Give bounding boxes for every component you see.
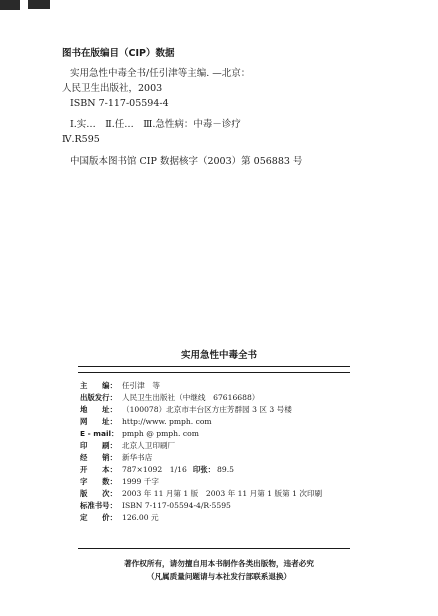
info-label: 印张：: [192, 465, 216, 474]
cip-line: ISBN 7-117-05594-4: [70, 98, 169, 109]
cip-line: 实用急性中毒全书/任引津等主编. —北京：: [70, 68, 251, 79]
cip-line: Ⅰ.实… Ⅱ.任… Ⅲ.急性病：中毒－诊疗: [70, 119, 241, 130]
info-value: http://www. pmph. com: [122, 417, 212, 426]
info-row-editor: [80, 380, 160, 391]
info-row-website: [80, 416, 212, 427]
copyright-notice: [0, 557, 438, 583]
info-row-price: [80, 512, 159, 523]
info-value: 89.5: [217, 465, 234, 474]
info-row-words: [80, 476, 159, 487]
return-policy-line: （凡属质量问题请与本社发行部联系退换）: [146, 572, 292, 581]
top-rule: [78, 366, 350, 367]
info-label: 地 址：: [80, 405, 117, 414]
copyright-line: 著作权所有，请勿擅自用本书制作各类出版物，违者必究: [124, 559, 314, 568]
info-value: 任引津 等: [122, 381, 160, 390]
info-value: （100078）北京市丰台区方庄芳群园 3 区 3 号楼: [122, 405, 292, 414]
cip-line: 人民卫生出版社，2003: [62, 83, 163, 94]
info-label: 主 编：: [80, 381, 117, 390]
info-value: ISBN 7-117-05594-4/R·5595: [122, 501, 231, 510]
top-rule-thin: [78, 372, 350, 373]
info-value: 北京人卫印刷厂: [122, 441, 176, 450]
info-value: 2003 年 11 月第 1 版 2003 年 11 月第 1 版第 1 次印刷: [122, 489, 323, 498]
cip-line: 中国版本图书馆 CIP 数据核字（2003）第 056883 号: [70, 156, 303, 167]
info-row-email: [80, 428, 199, 439]
info-label: 网 址：: [80, 417, 117, 426]
info-value: 1999 千字: [122, 477, 159, 486]
info-label: 印 刷：: [80, 441, 117, 450]
info-label: 经 销：: [80, 453, 117, 462]
info-label: 标准书号：: [80, 501, 117, 510]
info-label: 版 次：: [80, 489, 117, 498]
cip-line: Ⅳ.R595: [62, 134, 100, 145]
cip-heading: 图书在版编目（CIP）数据: [62, 48, 175, 59]
info-value: 787×1092 1/16: [122, 465, 187, 474]
book-title: 实用急性中毒全书: [180, 350, 257, 361]
info-label: E - mail：: [80, 429, 119, 438]
info-row-printer: [80, 440, 175, 451]
scan-corner-mark: [0, 0, 20, 10]
info-row-address: [80, 404, 292, 415]
info-label: 出版发行：: [80, 393, 117, 402]
info-row-edition: [80, 488, 322, 499]
bottom-rule: [78, 548, 350, 549]
info-label: 定 价：: [80, 513, 117, 522]
info-value: 新华书店: [122, 453, 153, 462]
info-value: 126.00 元: [122, 513, 159, 522]
info-row-distributor: [80, 452, 152, 463]
info-label: 开 本：: [80, 465, 117, 474]
info-label: 字 数：: [80, 477, 117, 486]
info-value: 人民卫生出版社（中继线 67616688）: [122, 393, 260, 402]
scan-corner-mark: [28, 0, 50, 9]
info-value: pmph @ pmph. com: [122, 429, 199, 438]
info-row-isbn: [80, 500, 231, 511]
info-row-format: [80, 464, 234, 475]
info-row-publisher: [80, 392, 259, 403]
